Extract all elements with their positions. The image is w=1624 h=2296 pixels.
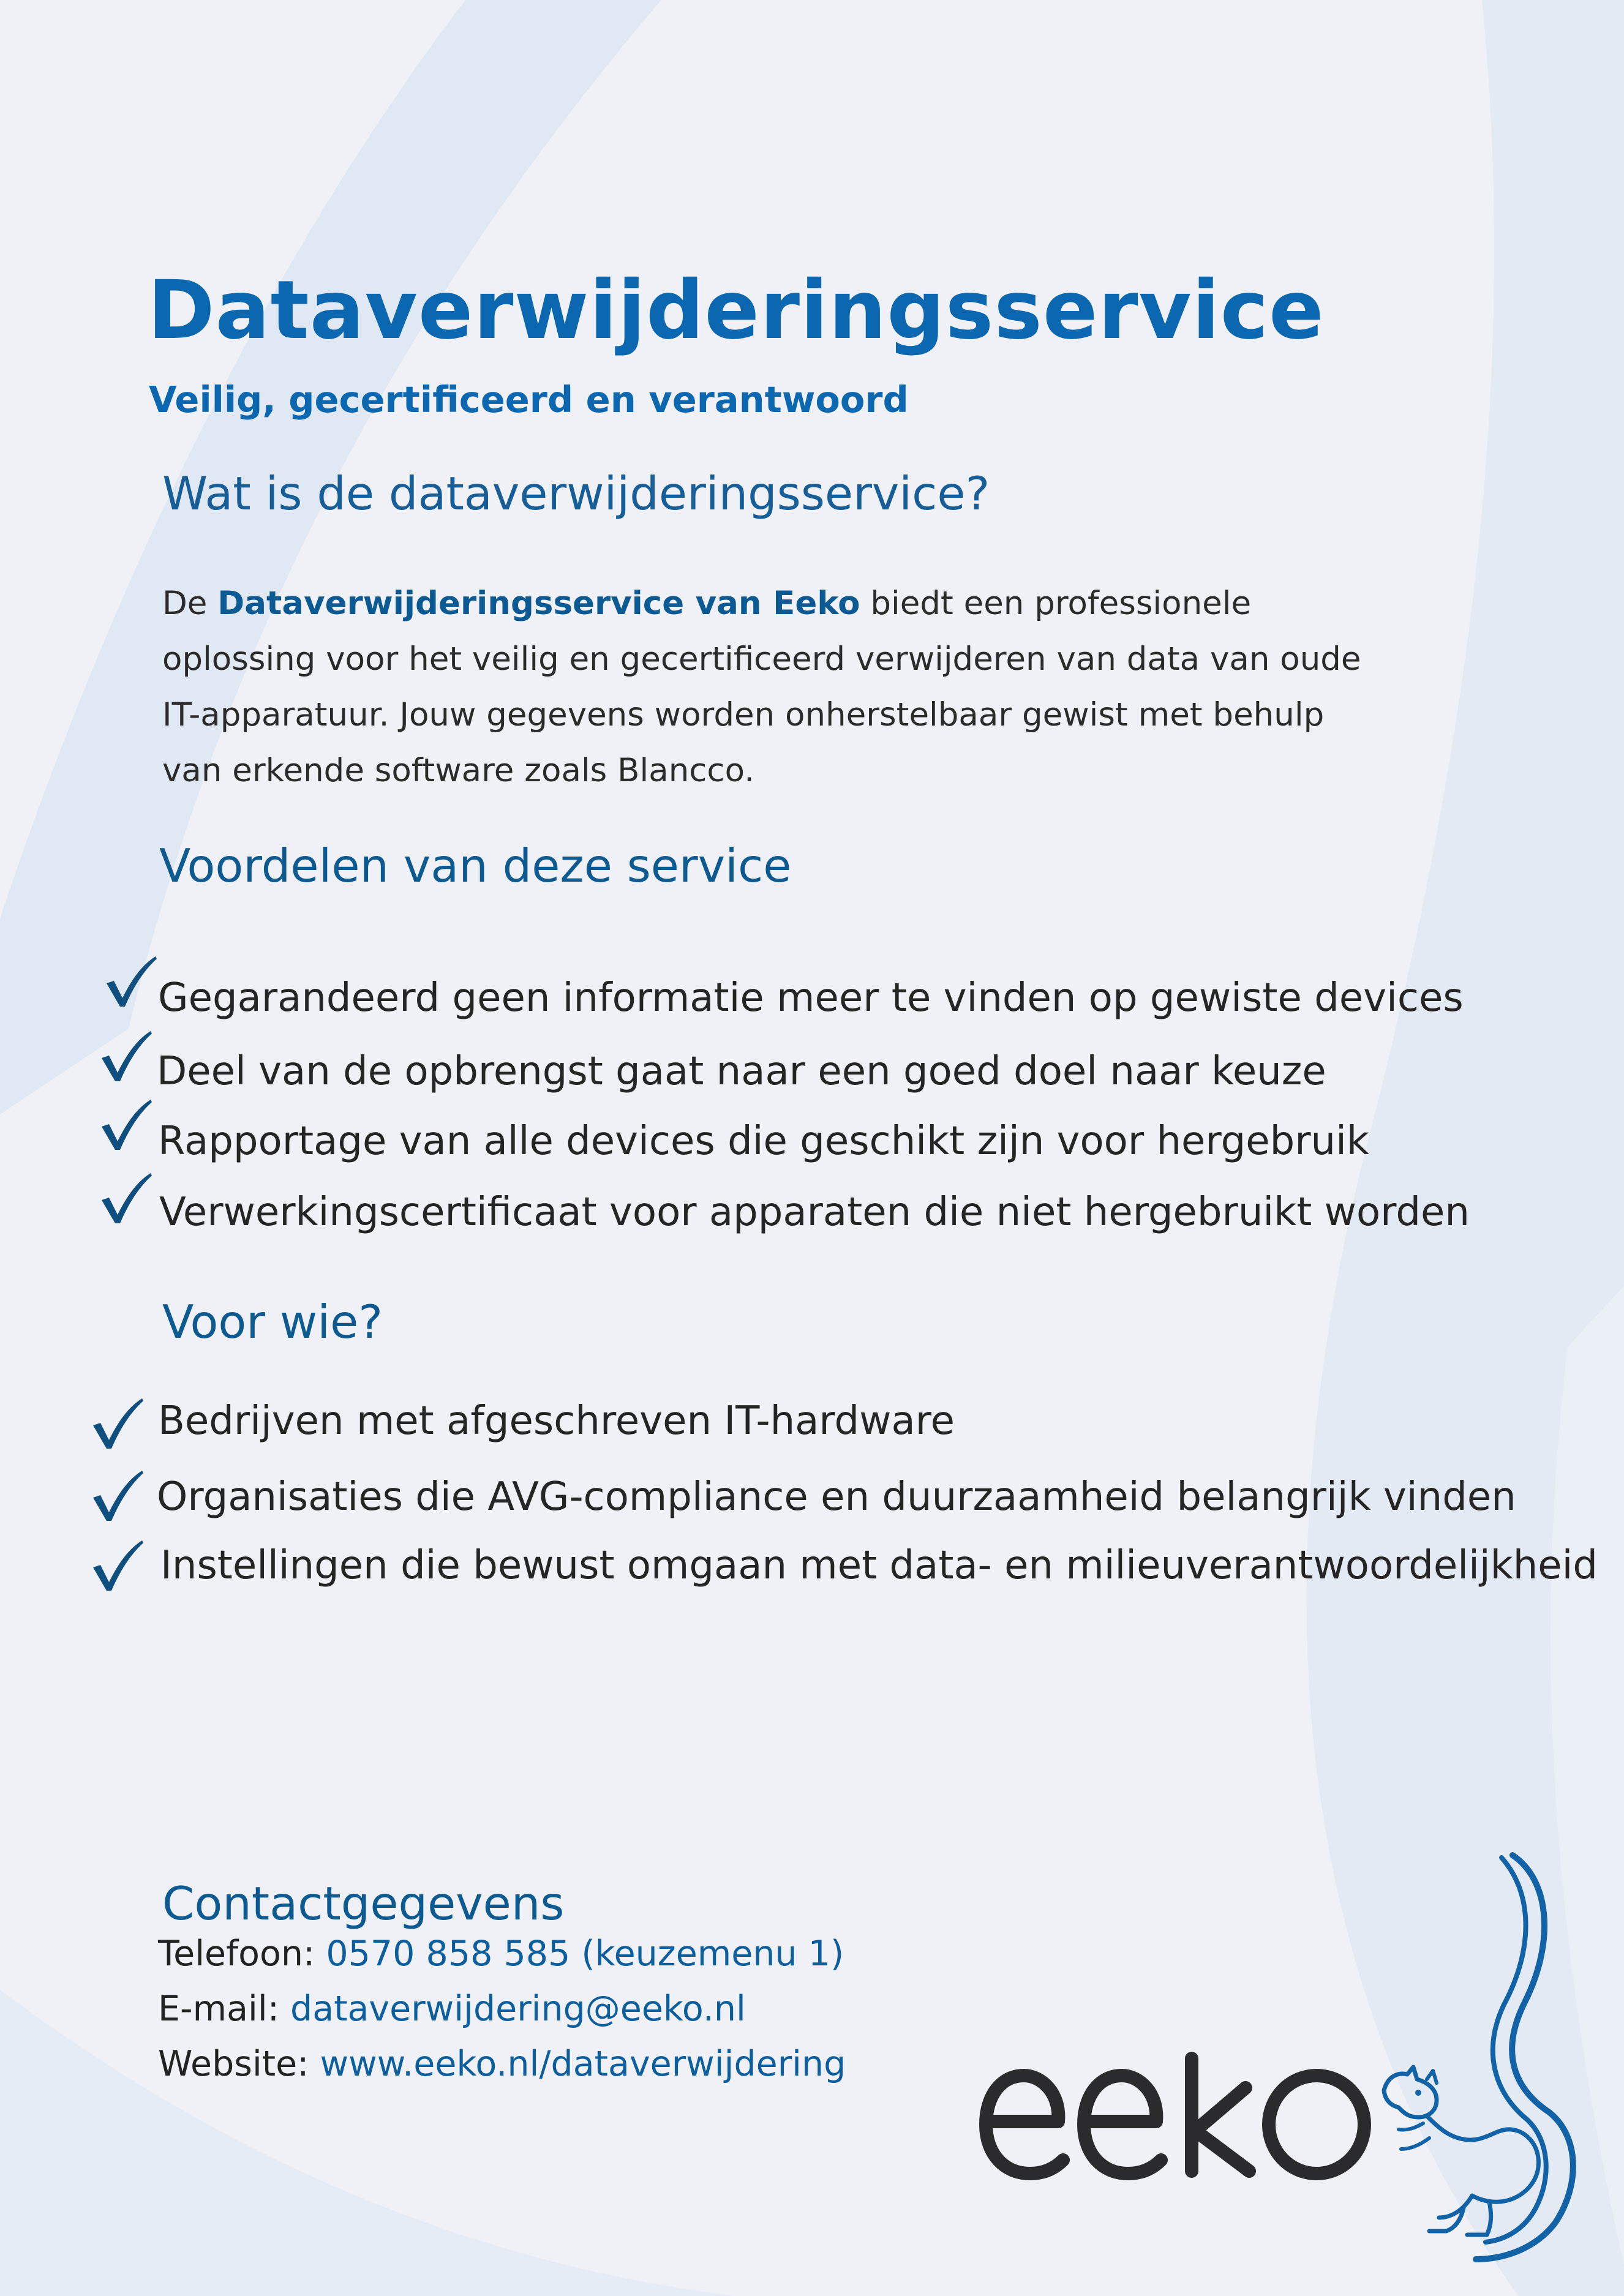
checkmark-icon <box>89 1468 145 1523</box>
intro-heading: Wat is de dataverwijderingsservice? <box>162 467 990 520</box>
intro-line2: oplossing voor het veilig en gecertificeerd verwijderen van data van oude <box>162 640 1361 678</box>
checkmark-icon <box>98 1171 153 1226</box>
audience-item-text: Instellingen die bewust omgaan met data- en milieuverantwoordelijkheid <box>160 1543 1598 1588</box>
benefit-item-text: Deel van de opbrengst gaat naar een goed doel naar keuze <box>157 1049 1326 1094</box>
website-link[interactable]: www.eeko.nl/dataverwijdering <box>320 2044 846 2084</box>
checkmark-icon <box>89 1538 145 1593</box>
phone-link[interactable]: 0570 858 585 (keuzemenu 1) <box>326 1934 844 1974</box>
audience-item-text: Organisaties die AVG-compliance en duurzaamheid belangrijk vinden <box>157 1474 1516 1520</box>
checkmark-icon <box>103 954 158 1009</box>
intro-lead: De <box>162 585 218 622</box>
audience-item-text: Bedrijven met afgeschreven IT-hardware <box>158 1398 955 1444</box>
page-title: Dataverwijderingsservice <box>148 263 1325 358</box>
contact-heading: Contactgegevens <box>162 1877 565 1930</box>
phone-label: Telefoon: <box>158 1934 326 1974</box>
intro-line3: IT-apparatuur. Jouw gegevens worden onherstelbaar gewist met behulp <box>162 696 1325 733</box>
checkmark-icon <box>98 1029 153 1084</box>
audience-heading: Voor wie? <box>162 1295 383 1349</box>
benefit-item-text: Rapportage van alle devices die geschikt zijn voor hergebruik <box>158 1119 1369 1164</box>
benefit-item-text: Verwerkingscertificaat voor apparaten die niet hergebruikt worden <box>159 1190 1470 1235</box>
contact-email <box>158 1989 746 2029</box>
page-subtitle: Veilig, gecertificeerd en verantwoord <box>149 378 909 421</box>
intro-line4: van erkende software zoals Blancco. <box>162 752 754 789</box>
intro-line1-rest: biedt een professionele <box>860 585 1252 622</box>
eeko-logo <box>974 1843 1592 2265</box>
eeko-wordmark <box>986 2058 1364 2174</box>
email-label: E-mail: <box>158 1989 291 2029</box>
website-label: Website: <box>158 2044 320 2084</box>
intro-bold-service-name: Dataverwijderingsservice van Eeko <box>217 585 860 622</box>
benefits-heading: Voordelen van deze service <box>159 839 792 893</box>
checkmark-icon <box>89 1396 145 1451</box>
checkmark-icon <box>98 1097 153 1152</box>
contact-phone <box>158 1934 844 1974</box>
contact-website <box>158 2044 846 2084</box>
benefit-item-text: Gegarandeerd geen informatie meer te vinden op gewiste devices <box>158 975 1464 1021</box>
email-link[interactable]: dataverwijdering@eeko.nl <box>290 1989 746 2029</box>
squirrel-icon <box>1384 1855 1573 2259</box>
intro-paragraph <box>162 576 1448 798</box>
